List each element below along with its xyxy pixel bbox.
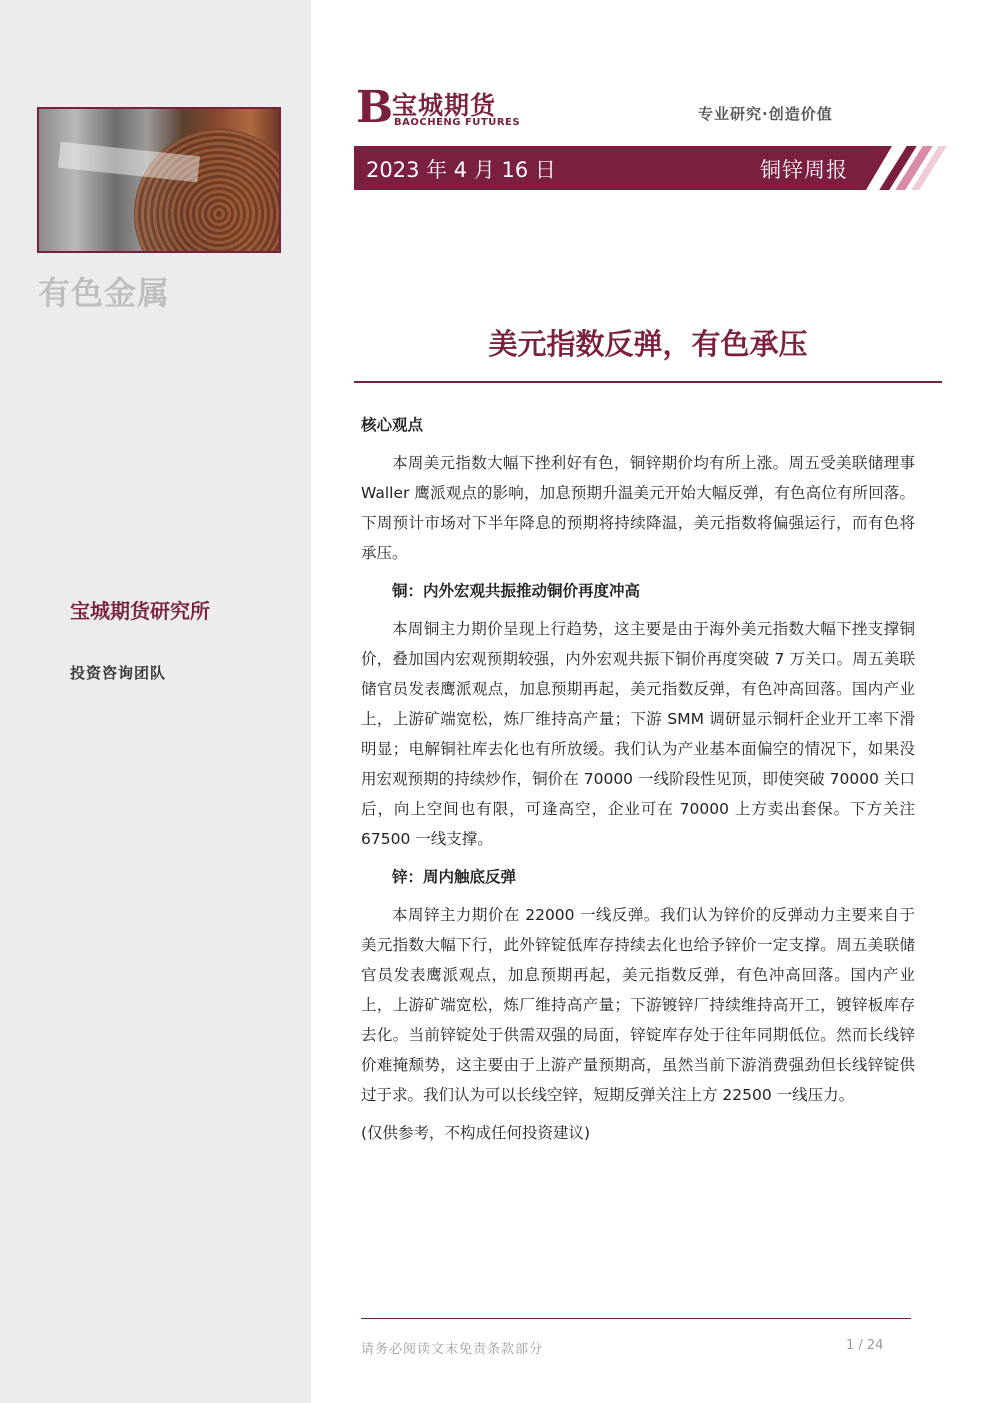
report-type: 铜锌周报 <box>760 158 848 182</box>
slogan: 专业研究·创造价值 <box>698 105 833 123</box>
cover-photo <box>37 107 281 253</box>
logo-english-name: BAOCHENG FUTURES <box>394 117 521 128</box>
report-content <box>361 410 915 1148</box>
logo-chinese-name: 宝城期货 <box>392 91 497 120</box>
core-heading: 核心观点 <box>361 416 424 434</box>
disclaimer: (仅供参考，不构成任何投资建议) <box>361 1124 591 1142</box>
sidebar-category: 有色金属 <box>38 274 171 312</box>
footer-divider <box>361 1318 911 1319</box>
sidebar-team: 投资咨询团队 <box>70 664 167 682</box>
sidebar-institute: 宝城期货研究所 <box>70 599 210 623</box>
main-title: 美元指数反弹，有色承压 <box>488 327 808 361</box>
footer-notice: 请务必阅读文末免责条款部分 <box>361 1342 544 1357</box>
report-date: 2023 年 4 月 16 日 <box>366 158 556 182</box>
date-banner <box>354 146 892 190</box>
zinc-heading: 锌：周内触底反弹 <box>392 868 517 886</box>
copper-heading: 铜：内外宏观共振推动铜价再度冲高 <box>392 582 641 600</box>
core-paragraph: 本周美元指数大幅下挫利好有色，铜锌期价均有所上涨。周五受美联储理事 Waller 鹰派观点的影响，加息预期升温美元开始大幅反弹，有色高位有所回落。下周预计市场对下半年降息的预期将持续降温，美元指数将偏强运行，而有色将承压。 <box>361 454 915 562</box>
page-number: 1 / 24 <box>846 1338 884 1353</box>
copper-coil-graphic <box>134 129 281 253</box>
copper-paragraph: 本周铜主力期价呈现上行趋势，这主要是由于海外美元指数大幅下挫支撑铜价，叠加国内宏观预期较强，内外宏观共振下铜价再度突破 7 万关口。周五美联储官员发表鹰派观点，加息预期再起，美元指数反弹，有色冲高回落。国内产业上，上游矿端宽松，炼厂维持高产量；下游 SMM 调研显示铜杆企业开工率下滑明显；电解铜社库去化也有所放缓。我们认为产业基本面偏空的情况下，如果没用宏观预期的持续炒作，铜价在 70000 一线阶段性见顶，即使突破 70000 关口后，向上空间也有限，可逢高空，企业可在 70000 上方卖出套保。下方关注 67500 一线支撑。 <box>361 620 915 848</box>
logo-mark-icon: B <box>356 82 394 133</box>
sidebar <box>0 0 311 1403</box>
zinc-paragraph: 本周锌主力期价在 22000 一线反弹。我们认为锌价的反弹动力主要来自于美元指数大幅下行，此外锌锭低库存持续去化也给予锌价一定支撑。周五美联储官员发表鹰派观点，加息预期再起，美元指数反弹，有色冲高回落。国内产业上，上游矿端宽松，炼厂维持高产量；下游镀锌厂持续维持高开工，镀锌板库存去化。当前锌锭处于供需双强的局面，锌锭库存处于往年同期低位。然而长线锌价难掩颓势，这主要由于上游产量预期高，虽然当前下游消费强劲但长线锌锭供过于求。我们认为可以长线空锌，短期反弹关注上方 22500 一线压力。 <box>361 906 915 1104</box>
title-divider <box>354 381 942 383</box>
